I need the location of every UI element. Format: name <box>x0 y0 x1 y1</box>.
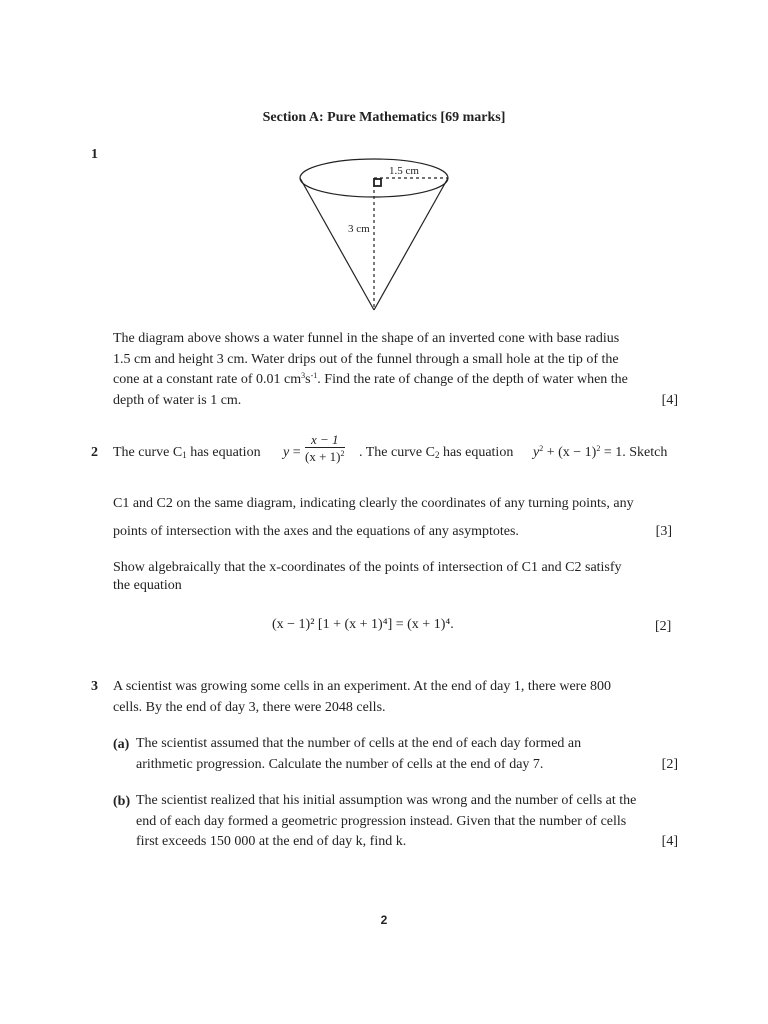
question-3a-label: (a) <box>113 737 130 752</box>
question-1-text: The diagram above shows a water funnel in the shape of an inverted cone with base radius 1.5 cm and height 3 cm. Water drips out of the funnel through a small hole at the tip of the cone at a constant rate of 0.01 $cm^3s^{-1}$. Find the rate of change of the depth of water when the depth of water is 1 cm. [4] <box>113 329 678 411</box>
question-2-marks-1: [3] <box>655 524 672 539</box>
question-2-number: 2 <box>91 445 98 460</box>
question-2-intro: The curve $C_1$ has equation y = $\frac{x - 1}{(x + 1)^2}$ . The curve $C_2$ has equation $y^2 + (x - 1)^2 = 1$. Sketch <box>113 432 668 464</box>
cone-left-side <box>300 178 374 310</box>
question-2-show-text: Show algebraically that the x-coordinates of the points of intersection of C1 and C2 satisfy the equation <box>113 560 622 593</box>
right-angle-marker <box>374 179 381 186</box>
question-3b-label: (b) <box>113 794 131 809</box>
section-title: Section A: Pure Mathematics [69 marks] <box>262 110 506 125</box>
curve-c1-fraction: $\frac{x - 1}{(x + 1)^2}$ <box>305 432 345 464</box>
cone-right-side <box>374 178 448 310</box>
radius-label: 1.5 cm <box>389 165 419 177</box>
question-3-text: A scientist was growing some cells in an experiment. At the end of day 1, there were 800 cells. By the end of day 3, there were 2048 cells. <box>113 679 612 715</box>
question-3b-text: The scientist realized that his initial assumption was wrong and the number of cells at the end of each day formed a geometric progression instead. Given that the number of cells first exceeds 150 000 at the end of day k, find k. [4] <box>136 791 678 853</box>
height-label: 3 cm <box>348 223 370 235</box>
cone-diagram <box>290 155 460 320</box>
question-2-marks-2: [2] <box>655 619 672 634</box>
question-3a-marks: [2] <box>661 756 678 772</box>
question-1-number: 1 <box>91 147 98 162</box>
question-2-equation: (x − 1)² [1 + (x + 1)⁴] = (x + 1)⁴. <box>272 617 454 632</box>
page-number: 2 <box>380 913 388 927</box>
question-3a-text: The scientist assumed that the number of cells at the end of each day formed an arithmetic progression. Calculate the number of cells at the end of day 7. [2] <box>136 734 678 775</box>
question-3b-marks: [4] <box>661 834 678 849</box>
question-1-marks: [4] <box>661 392 678 408</box>
question-3-number: 3 <box>91 679 98 694</box>
question-2-text: C1 and C2 on the same diagram, indicating clearly the coordinates of any turning points, any points of intersection with the axes and the equations of any asymptotes. [3] <box>113 490 678 546</box>
